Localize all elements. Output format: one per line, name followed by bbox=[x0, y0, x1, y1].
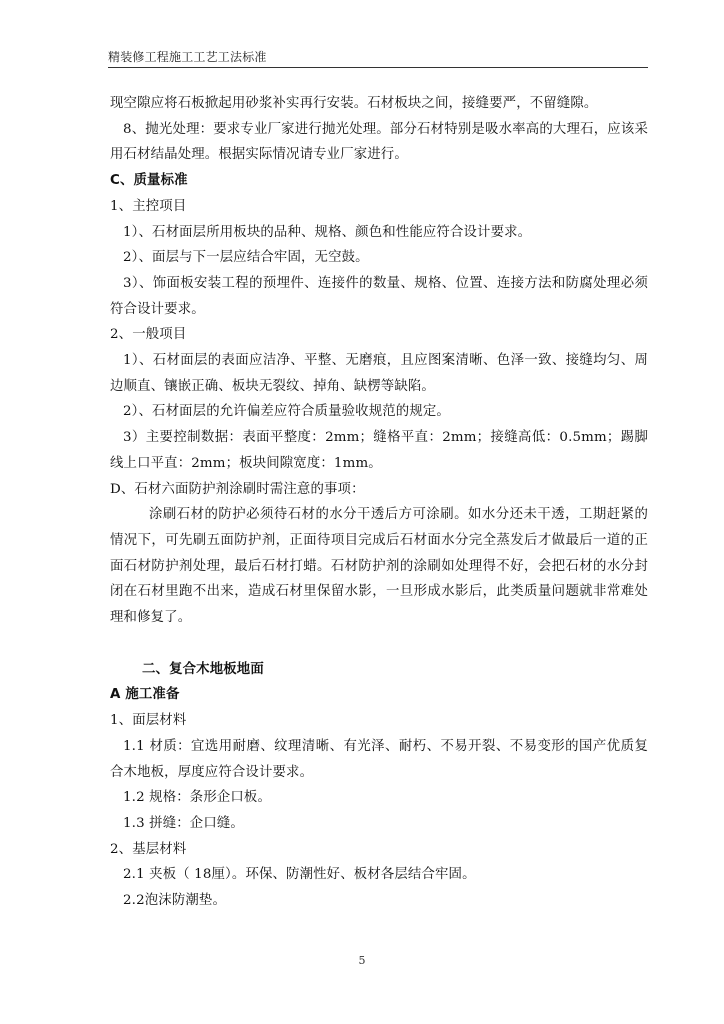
list-item: 1）、石材面层所用板块的品种、规格、颜色和性能应符合设计要求。 bbox=[123, 224, 532, 240]
subheading: 2、一般项目 bbox=[110, 327, 187, 343]
list-item: 2.2泡沫防潮垫。 bbox=[123, 893, 226, 909]
subheading: D、石材六面防护剂涂刷时需注意的事项： bbox=[110, 481, 365, 497]
page-number: 5 bbox=[358, 954, 366, 967]
section-heading-a: A 施工准备 bbox=[110, 687, 180, 703]
list-item: 1）、石材面层的表面应洁净、平整、无磨痕，且应图案清晰、色泽一致、接缝均匀、周边顺直、镶嵌正确、板块无裂纹、掉角、缺楞等缺陷。 bbox=[110, 353, 648, 394]
document-body bbox=[110, 91, 648, 914]
list-item: 2）、石材面层的允许偏差应符合质量验收规范的规定。 bbox=[123, 404, 450, 420]
header-divider bbox=[108, 67, 648, 68]
list-item: 1.3 拼缝：企口缝。 bbox=[123, 815, 244, 831]
subheading: 1、主控项目 bbox=[110, 198, 187, 214]
list-item: 3）主要控制数据：表面平整度：2mm；缝格平直：2mm；接缝高低：0.5mm；踢脚线上口平直：2mm；板块间隙宽度：1mm。 bbox=[110, 430, 648, 471]
section-title: 二、复合木地板地面 bbox=[142, 661, 264, 677]
list-item: 3）、饰面板安装工程的预埋件、连接件的数量、规格、位置、连接方法和防腐处理必须符合设计要求。 bbox=[110, 275, 648, 317]
page-header-title: 精装修工程施工工艺工法标准 bbox=[108, 50, 267, 64]
section-heading-c: C、质量标准 bbox=[110, 173, 188, 189]
spacer bbox=[110, 631, 648, 657]
list-item: 1.2 规格：条形企口板。 bbox=[123, 790, 272, 806]
subheading: 2、基层材料 bbox=[110, 841, 187, 857]
list-item: 2）、面层与下一层应结合牢固，无空鼓。 bbox=[123, 250, 369, 266]
list-item: 1.1 材质：宜选用耐磨、纹理清晰、有光泽、耐朽、不易开裂、不易变形的国产优质复合木地板，厚度应符合设计要求。 bbox=[110, 738, 648, 780]
paragraph: 8、抛光处理：要求专业厂家进行抛光处理。部分石材特别是吸水率高的大理石，应该采用石材结晶处理。根据实际情况请专业厂家进行。 bbox=[110, 121, 648, 163]
paragraph: 涂刷石材的防护必须待石材的水分干透后方可涂刷。如水分还未干透，工期赶紧的情况下，可先刷五面防护剂，正面待项目完成后石材面水分完全蒸发后才做最后一道的正面石材防护剂处理，最后石材打蜡。石材防护剂的涂刷如处理得不好，会把石材的水分封闭在石材里跑不出来，造成石材里保留水影，一旦形成水影后，此类质量问题就非常难处理和修复了。 bbox=[110, 507, 648, 626]
list-item: 2.1 夹板（ 18厘）。环保、防潮性好、板材各层结合牢固。 bbox=[123, 867, 476, 883]
paragraph: 现空隙应将石板掀起用砂浆补实再行安装。石材板块之间，接缝要严，不留缝隙。 bbox=[110, 96, 598, 111]
subheading: 1、面层材料 bbox=[110, 713, 187, 729]
